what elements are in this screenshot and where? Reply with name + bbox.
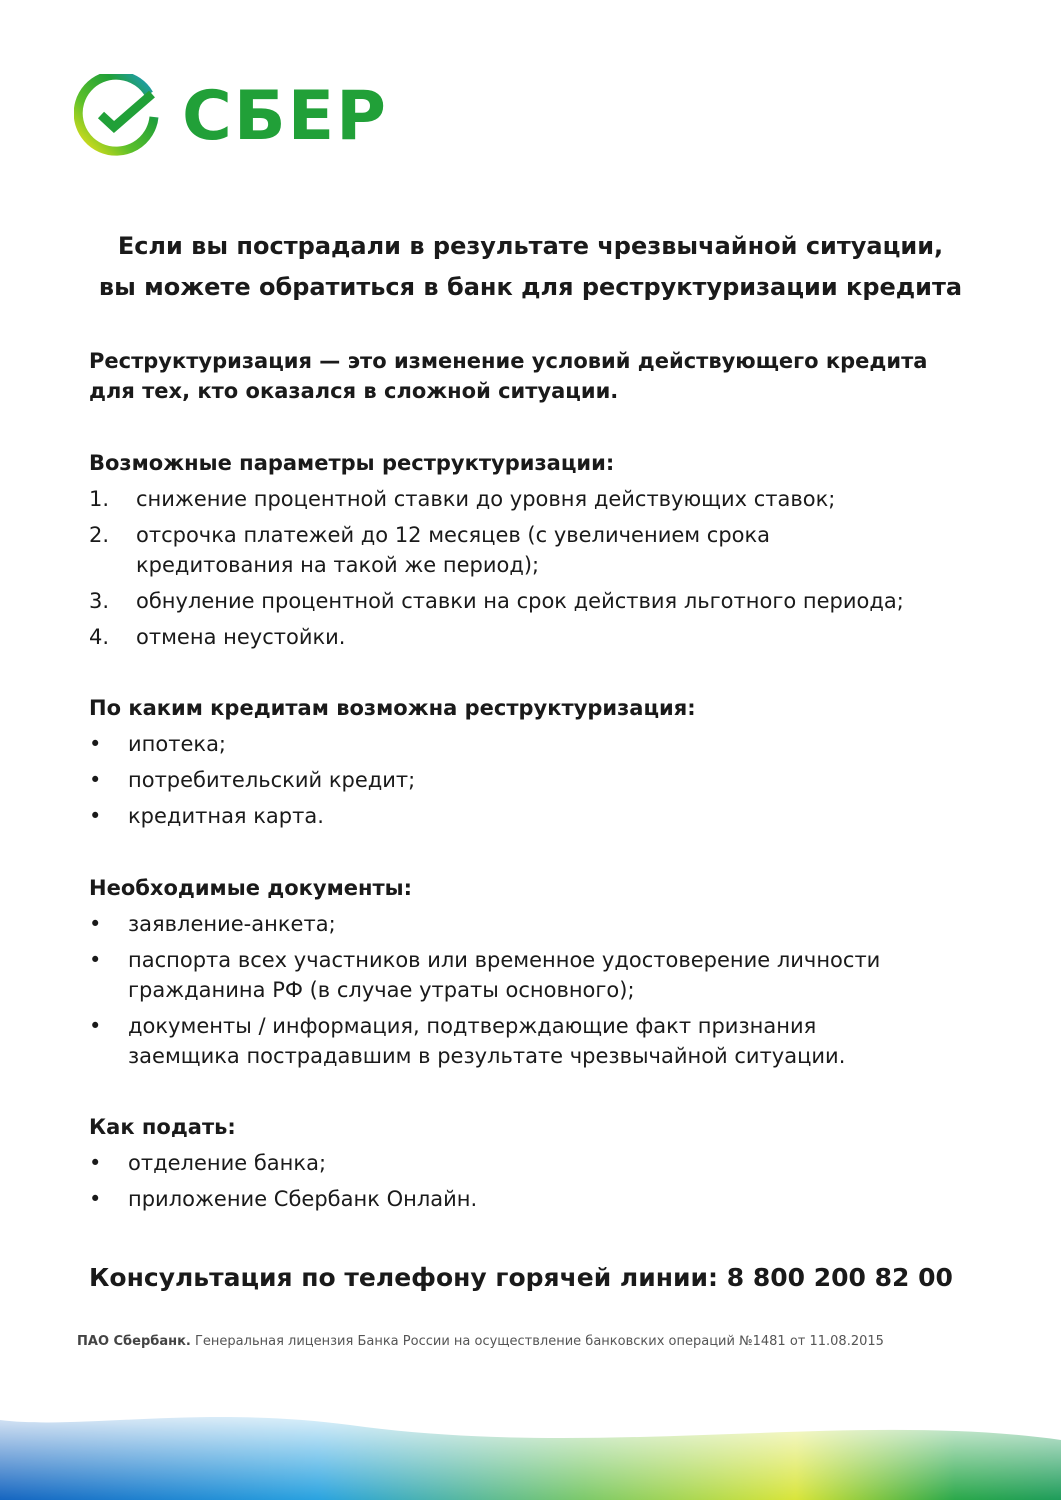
howto-list (89, 1148, 477, 1220)
list-number: 4. (89, 625, 110, 649)
list-item (89, 1011, 880, 1071)
list-item-line: обнуление процентной ставки на срок действия льготного периода; (136, 589, 904, 613)
list-item (89, 586, 904, 616)
hotline-label: Консультация по телефону горячей линии: (89, 1263, 719, 1292)
bullet-icon: • (89, 948, 102, 972)
list-item (89, 1148, 477, 1178)
list-item-line: заявление-анкета; (128, 912, 336, 936)
credits-title: По каким кредитам возможна реструктуризация: (89, 696, 696, 720)
list-number: 3. (89, 589, 110, 613)
list-item-line: снижение процентной ставки до уровня действующих ставок; (136, 487, 836, 511)
brand-name: СБЕР (182, 77, 389, 156)
list-item-line: гражданина РФ (в случае утраты основного); (128, 978, 635, 1002)
howto-title: Как подать: (89, 1115, 236, 1139)
list-item-line: приложение Сбербанк Онлайн. (128, 1187, 478, 1211)
documents-title: Необходимые документы: (89, 876, 413, 900)
params-title: Возможные параметры реструктуризации: (89, 451, 615, 475)
list-item-line: отмена неустойки. (136, 625, 346, 649)
page-title-line-2: вы можете обратиться в банк для реструктуризации кредита (98, 273, 963, 301)
list-number: 2. (89, 523, 110, 547)
legal-company: ПАО Сбербанк. (77, 1334, 191, 1349)
bullet-icon: • (89, 768, 102, 792)
list-item-line: кредитования на такой же период); (136, 553, 540, 577)
list-item (89, 945, 880, 1005)
sber-checkmark-circle-icon (74, 74, 160, 160)
list-item-line: отсрочка платежей до 12 месяцев (с увеличением срока (136, 523, 771, 547)
list-item (89, 520, 904, 580)
list-item (89, 801, 415, 831)
decorative-bottom-wave (0, 1400, 1061, 1500)
bullet-icon: • (89, 912, 102, 936)
documents-list (89, 909, 880, 1077)
list-item-line: отделение банка; (128, 1151, 327, 1175)
sber-logo (74, 74, 388, 160)
list-item-line: паспорта всех участников или временное удостоверение личности (128, 948, 881, 972)
page-title (0, 226, 1061, 308)
list-item-line: документы / информация, подтверждающие факт признания (128, 1014, 817, 1038)
intro-paragraph (89, 346, 927, 406)
intro-line-2: для тех, кто оказался в сложной ситуации. (89, 379, 619, 403)
list-item (89, 1184, 477, 1214)
list-item (89, 622, 904, 652)
legal-text: Генеральная лицензия Банка России на осуществление банковских операций №1481 от 11.08.2015 (195, 1334, 884, 1349)
bullet-icon: • (89, 732, 102, 756)
intro-line-1: Реструктуризация — это изменение условий действующего кредита (89, 349, 928, 373)
bullet-icon: • (89, 1187, 102, 1211)
list-item-line: потребительский кредит; (128, 768, 416, 792)
list-item (89, 909, 880, 939)
hotline-phone[interactable]: 8 800 200 82 00 (726, 1263, 953, 1292)
bullet-icon: • (89, 1151, 102, 1175)
page-title-line-1: Если вы пострадали в результате чрезвычайной ситуации, (117, 232, 944, 260)
list-item (89, 765, 415, 795)
list-item-line: кредитная карта. (128, 804, 324, 828)
credits-list (89, 729, 415, 837)
bullet-icon: • (89, 804, 102, 828)
hotline (89, 1260, 953, 1296)
params-list (89, 484, 904, 658)
list-item (89, 729, 415, 759)
list-item-line: заемщика пострадавшим в результате чрезвычайной ситуации. (128, 1044, 846, 1068)
bullet-icon: • (89, 1014, 102, 1038)
list-number: 1. (89, 487, 110, 511)
list-item (89, 484, 904, 514)
legal-notice (77, 1333, 884, 1351)
list-item-line: ипотека; (128, 732, 227, 756)
